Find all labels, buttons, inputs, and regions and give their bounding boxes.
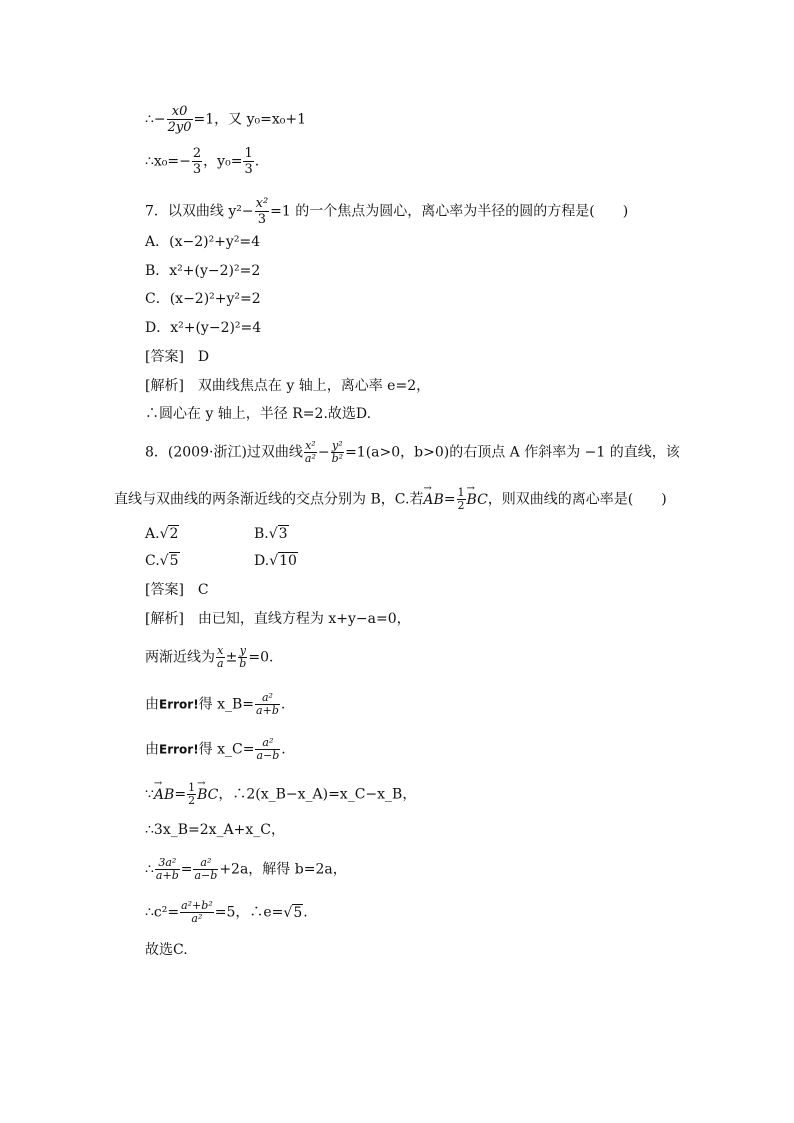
numerator: x² (305, 439, 316, 452)
denominator: b² (331, 452, 344, 465)
numerator: 2 (192, 146, 202, 161)
text: ∴c²= (145, 904, 180, 921)
text: 由 (145, 696, 159, 713)
fraction (193, 857, 218, 882)
fraction (192, 146, 202, 177)
q7-analysis: [解析] 双曲线焦点在 y 轴上，离心率 e=2， (145, 378, 431, 394)
text: 两渐近线为 (145, 649, 215, 666)
q8-analysis: [解析] 由已知，直线方程为 x+y−a=0， (145, 611, 411, 627)
radicand: 2 (169, 526, 179, 542)
numerator: 1 (457, 486, 465, 499)
text: . (281, 741, 286, 758)
q8-options-row2 (145, 551, 297, 571)
line-eccentricity (145, 900, 308, 925)
denominator: a+b (155, 869, 179, 882)
question-8-stem-line2 (114, 487, 667, 512)
fraction (255, 737, 280, 762)
option-label: D. (254, 553, 270, 569)
vector-ab: → AB (423, 490, 443, 510)
text: ∴− (145, 111, 166, 128)
error-text: Error! (159, 697, 199, 712)
radicand: 3 (278, 526, 288, 542)
line-xb (145, 692, 285, 717)
line-xc (145, 737, 286, 762)
text: 得 x_C= (198, 741, 255, 758)
text: 得 x_B= (198, 696, 255, 713)
sqrt: √5 (283, 904, 303, 921)
q8-answer: [答案] C (145, 582, 209, 598)
fraction (180, 900, 214, 925)
sqrt: √3 (268, 526, 288, 542)
denominator: a−b (194, 869, 218, 882)
q8-options-row1 (145, 524, 288, 544)
denominator: a (217, 657, 224, 670)
q7-option-c: C．(x−2)²+y²=2 (145, 291, 261, 307)
text: = (180, 861, 193, 878)
denominator: b (239, 657, 247, 670)
line-y0-relation (145, 104, 306, 135)
question-7-stem (145, 196, 628, 227)
q8-option-d (254, 551, 298, 571)
line-solve-b (145, 857, 347, 882)
numerator: x² (255, 196, 269, 211)
text: ，则双曲线的离心率是( ) (487, 491, 667, 508)
q7-option-d: D．x²+(y−2)²=4 (145, 320, 262, 336)
text: =1(a>0，b>0)的右顶点 A 作斜率为 −1 的直线，该 (345, 444, 680, 461)
text: . (303, 904, 308, 921)
text: . (254, 153, 260, 170)
text: ，y₀= (203, 153, 243, 170)
q7-option-b: B．x²+(y−2)²=2 (145, 263, 261, 279)
q8-option-b (254, 524, 289, 544)
denominator: a² (191, 912, 203, 925)
text: = (174, 786, 187, 803)
denominator: 2 (188, 794, 196, 807)
text: =1，又 y₀=x₀+1 (193, 111, 307, 128)
fraction (216, 645, 225, 670)
line-x0-y0-values (145, 146, 259, 177)
fraction (167, 104, 193, 135)
denominator: a² (304, 452, 316, 465)
text: +2a，解得 b=2a， (219, 861, 347, 878)
q8-option-a (145, 526, 179, 542)
option-label: B. (254, 526, 269, 542)
text: ∴ (145, 861, 154, 878)
numerator: 1 (188, 781, 196, 794)
numerator: y² (332, 439, 343, 452)
fraction (255, 196, 270, 227)
text: ，∴2(x_B−x_A)=x_C−x_B， (218, 786, 417, 803)
numerator: a² (193, 857, 218, 870)
denominator: 2y0 (167, 120, 192, 135)
text: ∵ (145, 786, 154, 803)
text: ± (225, 649, 238, 666)
denominator: a+b (256, 704, 279, 717)
text: 直线与双曲线的两条渐近线的交点分别为 B，C.若 (114, 491, 424, 508)
vector-ab: → AB (154, 785, 174, 805)
denominator: 2 (457, 499, 465, 512)
option-label: C. (145, 553, 160, 569)
fraction (243, 146, 253, 177)
denominator: 3 (244, 162, 253, 177)
denominator: 3 (192, 162, 202, 177)
numerator: 3a² (155, 857, 180, 870)
sqrt: √2 (159, 526, 179, 542)
numerator: a²+b² (181, 899, 213, 912)
text: − (317, 444, 330, 461)
sqrt: √5 (159, 553, 179, 569)
q7-conclusion: ∴圆心在 y 轴上，半径 R=2.故选D. (145, 406, 372, 422)
fraction (238, 645, 247, 670)
text: =5，∴e= (214, 904, 284, 921)
text: 7．以双曲线 y²− (145, 203, 254, 220)
numerator: x0 (167, 104, 193, 120)
denominator: 3 (257, 212, 267, 227)
fraction (304, 440, 317, 465)
radicand: 5 (293, 904, 303, 921)
numerator: a² (255, 692, 280, 705)
question-8-stem-line1 (145, 440, 680, 465)
fraction (155, 857, 180, 882)
line-3xb: ∴3x_B=2x_A+x_C， (145, 822, 285, 838)
radicand: 5 (169, 553, 179, 569)
q7-answer: [答案] D (145, 349, 210, 365)
option-label: A. (145, 526, 160, 542)
q7-option-a: A．(x−2)²+y²=4 (145, 234, 261, 250)
numerator: a² (255, 737, 280, 750)
text: 由 (145, 741, 159, 758)
text: . (280, 696, 286, 713)
text: ∴x₀=− (145, 153, 191, 170)
fraction (331, 440, 344, 465)
line-vector-relation (145, 782, 416, 807)
denominator: a−b (256, 749, 280, 762)
fraction (457, 487, 466, 512)
numerator: 1 (244, 146, 253, 161)
text: 8．(2009·浙江)过双曲线 (145, 444, 303, 461)
radicand: 10 (279, 553, 297, 569)
vector-bc: → BC (197, 785, 218, 805)
fraction (187, 782, 196, 807)
fraction (255, 692, 280, 717)
vector-bc: → BC (467, 490, 488, 510)
sqrt: √10 (269, 553, 297, 569)
error-text: Error! (159, 742, 199, 757)
final-choice: 故选C. (145, 942, 188, 958)
text: =1 的一个焦点为圆心，离心率为半径的圆的方程是( ) (270, 203, 629, 220)
text: =0. (248, 649, 274, 666)
numerator: y (239, 644, 246, 657)
line-asymptotes (145, 645, 273, 670)
numerator: x (217, 644, 224, 657)
q8-option-c (145, 553, 180, 569)
text: = (443, 491, 456, 508)
